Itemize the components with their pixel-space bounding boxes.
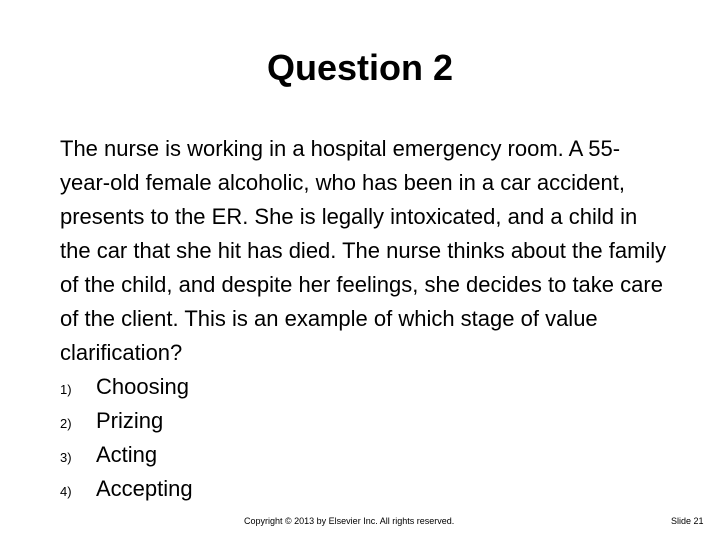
option-label: Acting xyxy=(96,442,158,467)
slide-number: Slide 21 xyxy=(671,516,704,526)
answer-option-3 xyxy=(60,438,670,472)
option-number: 3) xyxy=(60,450,72,465)
option-label: Choosing xyxy=(96,374,189,399)
answer-option-1 xyxy=(60,370,670,404)
option-label: Prizing xyxy=(96,408,164,433)
answer-option-2 xyxy=(60,404,670,438)
answer-options xyxy=(60,370,670,506)
option-number: 2) xyxy=(60,416,72,431)
question-body xyxy=(60,132,670,506)
footer-copyright: Copyright © 2013 by Elsevier Inc. All rights reserved. xyxy=(244,516,455,526)
option-label: Accepting xyxy=(96,476,193,501)
question-text: The nurse is working in a hospital emergency room. A 55-year-old female alcoholic, who has been in a car accident, presents to the ER. She is legally intoxicated, and a child in the car that she hit has died. The nurse thinks about the family of the child, and despite her feelings, she decides to take care of the client. This is an example of which stage of value clarification? xyxy=(60,136,667,365)
slide-title: Question 2 xyxy=(266,47,454,88)
answer-option-4 xyxy=(60,472,670,506)
option-number: 1) xyxy=(60,382,72,397)
option-number: 4) xyxy=(60,484,72,499)
